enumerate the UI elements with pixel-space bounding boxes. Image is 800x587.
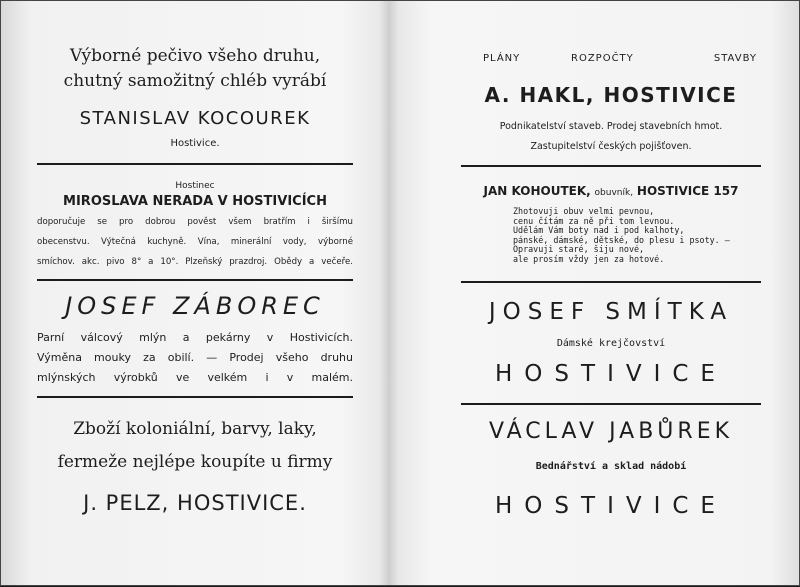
ad-hakl-name: A. HAKL, HOSTIVICE [484, 83, 738, 107]
left-page [37, 1, 353, 587]
verse-line: Opravuji staré, šiju nové, [513, 244, 645, 255]
right-page [461, 1, 761, 587]
ad-smitka-trade: Dámské krejčovství [556, 338, 666, 349]
ad-kocourek-place: Hostivice. [170, 138, 220, 149]
verse-line: Zhotovuji obuv velmi pevnou, [513, 206, 655, 216]
ad-zaborec-line: Parní válcový mlýn a pekárny v Hostivicích. [37, 331, 353, 344]
ad-zaborec-name: JOSEF ZÁBOREC [65, 292, 325, 320]
verse-line: pánské, dámské, dětské, do plesu i psoty. — [513, 234, 730, 245]
ad-pelz-line2: fermeže nejlépe koupíte u firmy [57, 452, 333, 472]
ad-kohoutek-name: JAN KOHOUTEK, [483, 184, 591, 198]
ad-pelz-name: J. PELZ, HOSTIVICE. [83, 491, 307, 515]
ad-kohoutek-heading [461, 184, 761, 198]
ad-hakl-header-word: ROZPOČTY [571, 53, 634, 64]
ad-nerada-name: MIROSLAVA NERADA V HOSTIVICÍCH [63, 194, 327, 209]
ad-zaborec-line: Výměna mouky za obilí. — Prodej všeho druhu [37, 351, 353, 364]
ad-kohoutek-place: HOSTIVICE 157 [636, 184, 739, 198]
ad-kohoutek-verse [513, 207, 730, 265]
ad-kocourek-name: STANISLAV KOCOUREK [79, 108, 311, 129]
ad-jaburek-name: VÁCLAV JABŮREK [488, 419, 734, 444]
ad-jaburek-place: HOSTIVICE [495, 493, 727, 519]
ad-hakl-line1: Podnikatelství staveb. Prodej stavebních hmot. [499, 121, 723, 132]
ad-smitka-place: HOSTIVICE [495, 361, 727, 387]
ad-pelz-line1: Zboží koloniální, barvy, laky, [73, 419, 317, 439]
divider [37, 396, 353, 398]
ad-hakl-header-word: STAVBY [713, 53, 757, 64]
ad-smitka-name: JOSEF SMÍTKA [488, 299, 734, 325]
ad-kohoutek-trade: obuvník, [594, 188, 634, 198]
verse-line: cenu čítám za ně při tom levnou. [513, 215, 675, 226]
ad-nerada-line: obecenstvu. Výtečná kuchyně. Vína, minerální vody, výborné [37, 237, 353, 247]
divider [37, 279, 353, 281]
ad-hakl-line2: Zastupitelství českých pojišťoven. [530, 141, 692, 152]
verse-line: Udělám Vám boty nad i pod kalhoty, [513, 225, 685, 236]
divider [461, 403, 761, 405]
divider [461, 165, 761, 167]
ad-zaborec-line: mlýnských výrobků ve velkém i v malém. [37, 371, 353, 384]
ad-nerada-line: smíchov. akc. pivo 8° a 10°. Plzeňský prazdroj. Obědy a večeře. [37, 257, 353, 267]
ad-nerada-label: Hostinec [175, 181, 215, 191]
ad-nerada-line: doporučuje se pro dobrou pověst všem bratřím i širšímu [37, 217, 353, 227]
ad-hakl-header-word: PLÁNY [483, 53, 521, 64]
ad-kocourek-line2: chutný samožitný chléb vyrábí [63, 71, 327, 91]
ad-kocourek-line1: Výborné pečivo všeho druhu, [69, 46, 321, 66]
ad-jaburek-trade: Bednářství a sklad nádobí [535, 461, 687, 472]
divider [37, 163, 353, 165]
divider [461, 281, 761, 283]
verse-line: ale prosím vždy jen za hotové. [513, 253, 665, 264]
